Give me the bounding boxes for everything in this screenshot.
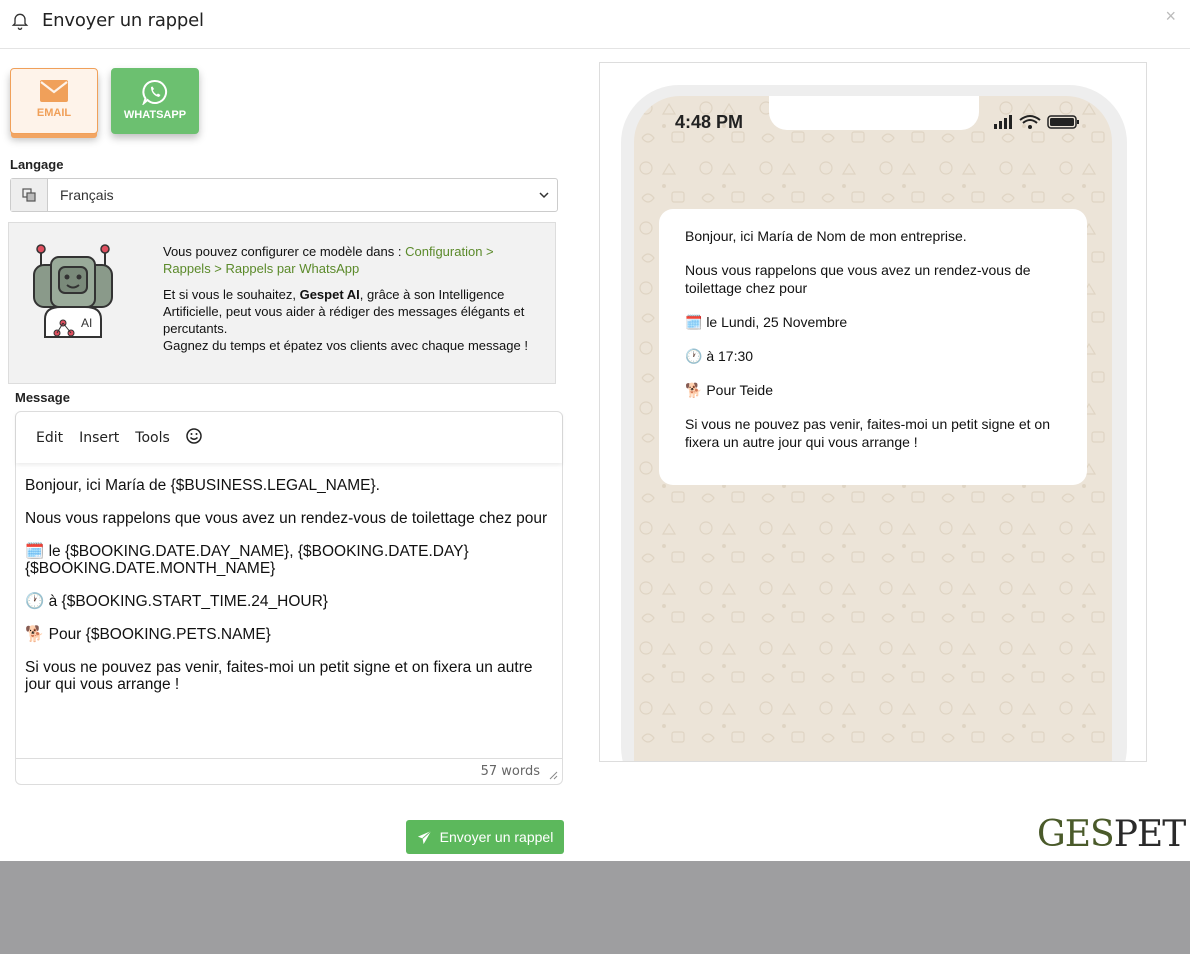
phone-clock: 4:48 PM [675,112,744,132]
preview-paragraph: Bonjour, ici María de Nom de mon entreprise. [685,228,967,244]
editor-paragraph: Bonjour, ici María de {$BUSINESS.LEGAL_NAME}. [25,477,380,494]
editor-statusbar [16,758,562,784]
send-reminder-label: Envoyer un rappel [439,829,554,845]
email-channel-label: EMAIL [36,107,72,119]
language-selected-value: Français [60,187,114,203]
phone-frame [621,85,1127,762]
whatsapp-preview-panel [599,62,1147,762]
info-ai-suffix: , grâce à son Intelligence Artificielle, peut vous aider à rédiger des messages élégants et percutants. [163,287,525,336]
paper-plane-icon [417,830,432,845]
editor-paragraph: 🗓️ le {$BOOKING.DATE.DAY_NAME}, {$BOOKING.DATE.DAY} {$BOOKING.DATE.MONTH_NAME} [25,543,469,577]
phone-notch [769,96,979,130]
language-label: Langage [10,157,64,172]
info-tagline: Gagnez du temps et épatez vos clients avec chaque message ! [163,338,528,353]
info-ai-brand: Gespet AI [299,287,360,302]
chevron-down-icon [539,191,549,199]
signal-icon [994,115,1012,129]
phone-status-icons [994,114,1080,130]
config-link[interactable]: Configuration > Rappels > Rappels par WhatsApp [163,244,494,276]
editor-paragraph: 🕐 à {$BOOKING.START_TIME.24_HOUR} [25,593,328,610]
whatsapp-channel-button[interactable] [111,68,199,134]
menu-tools[interactable]: Tools [135,429,170,446]
gespet-logo: GESPET [1037,814,1186,855]
message-label: Message [15,390,70,405]
translate-icon [11,179,48,211]
info-config-prefix: Vous pouvez configurer ce modèle dans : [163,244,406,259]
menu-edit[interactable]: Edit [36,429,64,446]
preview-paragraph: 🗓️ le Lundi, 25 Novembre [685,314,848,330]
bell-icon [10,11,30,31]
editor-content[interactable] [25,477,555,709]
menu-insert[interactable]: Insert [79,429,120,446]
editor-paragraph: 🐕 Pour {$BOOKING.PETS.NAME} [25,626,271,643]
svg-text:AI: AI [81,316,93,330]
message-preview-bubble [659,209,1087,485]
modal-title: Envoyer un rappel [42,10,204,31]
wifi-icon [1020,116,1040,129]
preview-paragraph: 🐕 Pour Teide [685,382,773,398]
message-editor [15,411,563,785]
editor-paragraph: Si vous ne pouvez pas venir, faites-moi un petit signe et on fixera un autre jour qui vous arrange ! [25,659,533,693]
editor-menubar [16,412,562,463]
word-count: 57 words [480,764,540,779]
robot-icon [31,243,115,339]
smiley-icon [186,428,202,444]
resize-handle-icon[interactable] [548,770,558,780]
ai-info-box [8,222,556,384]
send-reminder-button[interactable] [406,820,564,854]
language-select[interactable] [48,179,557,211]
info-ai-prefix: Et si vous le souhaitez, [163,287,300,302]
editor-paragraph: Nous vous rappelons que vous avez un rendez-vous de toilettage chez pour [25,510,548,527]
whatsapp-channel-label: WHATSAPP [123,109,187,121]
whatsapp-icon [142,79,168,105]
preview-paragraph: Si vous ne pouvez pas venir, faites-moi un petit signe et on fixera un autre jour qui vous arrange ! [685,416,1050,450]
ai-info-text [163,243,538,363]
email-channel-button[interactable] [10,68,98,134]
modal-header [0,0,1190,49]
preview-paragraph: 🕐 à 17:30 [685,348,754,364]
preview-paragraph: Nous vous rappelons que vous avez un rendez-vous de toilettage chez pour [685,262,1031,296]
envelope-icon [39,79,69,103]
battery-icon [1048,116,1079,128]
language-select-group [10,178,558,212]
emoji-button[interactable] [178,422,210,454]
close-button[interactable]: × [1165,6,1176,26]
phone-screen [634,96,1112,762]
